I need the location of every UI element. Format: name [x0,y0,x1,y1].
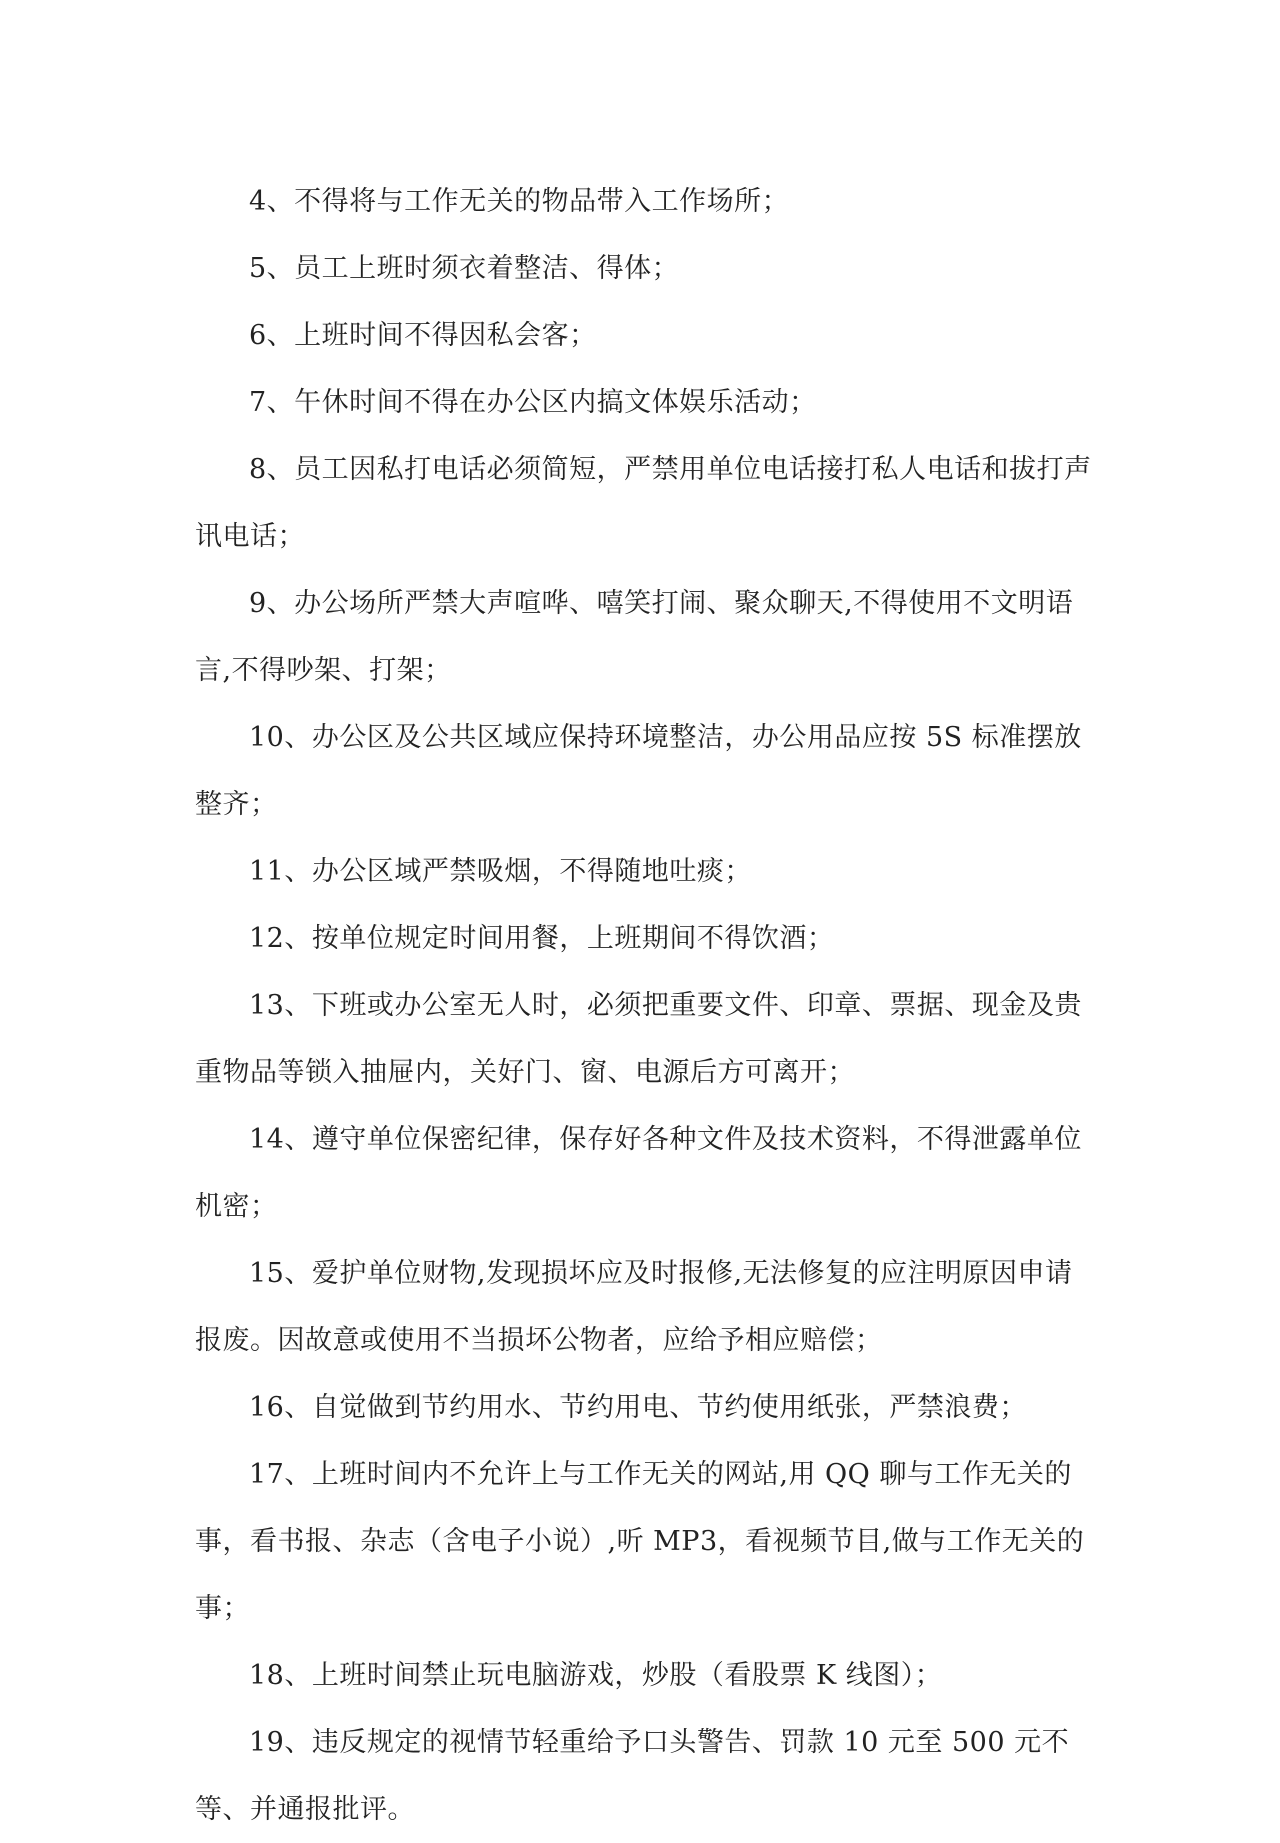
rule-item-13: 13、下班或办公室无人时，必须把重要文件、印章、票据、现金及贵重物品等锁入抽屉内，关好门、窗、电源后方可离开； [195,990,1082,1088]
rule-item-19: 19、违反规定的视情节轻重给予口头警告、罚款 10 元至 500 元不等、并通报批评。 [195,1727,1070,1825]
rule-item-18: 18、上班时间禁止玩电脑游戏，炒股（看股票 K 线图）； [249,1660,943,1691]
rule-item-16: 16、自觉做到节约用水、节约用电、节约使用纸张，严禁浪费； [249,1392,1027,1423]
rule-item-4: 4、不得将与工作无关的物品带入工作场所； [249,186,790,217]
rule-item-5: 5、员工上班时须衣着整洁、得体； [249,253,680,284]
rule-item-8: 8、员工因私打电话必须简短，严禁用单位电话接打私人电话和拔打声讯电话； [195,454,1092,552]
rule-item-6: 6、上班时间不得因私会客； [249,320,597,351]
rule-item-7: 7、午休时间不得在办公区内搞文体娱乐活动； [249,387,817,418]
rule-item-10: 10、办公区及公共区域应保持环境整洁，办公用品应按 5S 标准摆放整齐； [195,722,1082,820]
rule-item-9: 9、办公场所严禁大声喧哗、嘻笑打闹、聚众聊天,不得使用不文明语言,不得吵架、打架； [195,588,1074,686]
rule-item-15: 15、爱护单位财物,发现损坏应及时报修,无法修复的应注明原因申请报废。因故意或使用不当损坏公物者，应给予相应赔偿； [195,1258,1073,1356]
rule-item-14: 14、遵守单位保密纪律，保存好各种文件及技术资料，不得泄露单位机密； [195,1124,1082,1222]
rule-item-12: 12、按单位规定时间用餐，上班期间不得饮酒； [249,923,835,954]
rules-list [195,168,1095,1843]
rule-item-11: 11、办公区域严禁吸烟，不得随地吐痰； [249,856,752,887]
rule-item-17: 17、上班时间内不允许上与工作无关的网站,用 QQ 聊与工作无关的事，看书报、杂志（含电子小说）,听 MP3，看视频节目,做与工作无关的事； [195,1459,1085,1624]
